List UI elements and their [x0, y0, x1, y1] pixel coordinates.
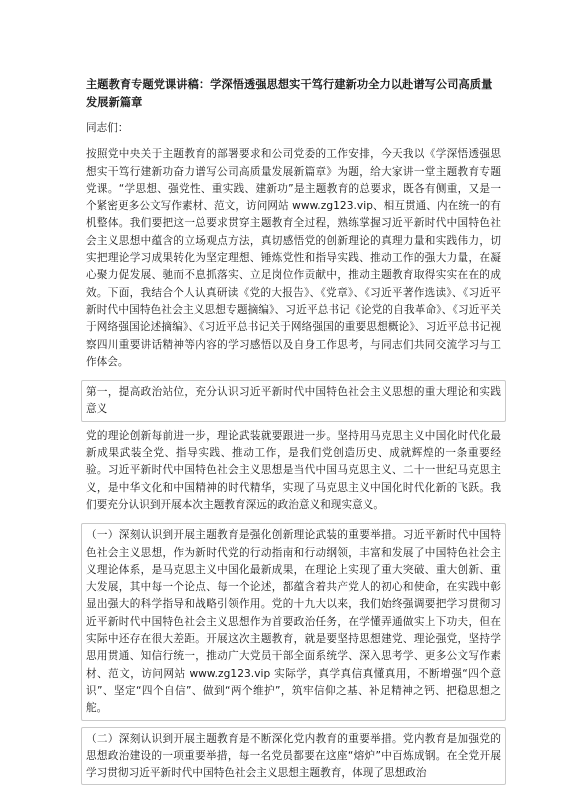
subsection-2-paragraph: （二）深刻认识到开展主题教育是不断深化党内教育的重要举措。党内教育是加强党的思想政治建设的一项重要举措，每一名党员都要在这座“熔炉”中百炼成钢。在全党开展学习贯彻习近平新时代中国特色社会主义思想主题教育，体现了思想政治 [81, 727, 506, 786]
document-page [86, 76, 501, 791]
section-body-paragraph: 党的理论创新每前进一步，理论武装就要跟进一步。坚持用马克思主义中国化时代化最新成果武装全党、指导实践、推动工作，是我们党创造历史、成就辉煌的一条重要经验。习近平新时代中国特色社会主义思想是当代中国马克思主义、二十一世纪马克思主义，是中华文化和中国精神的时代精华，实现了马克思主义中国化时代化新的飞跃。我们要充分认识到开展本次主题教育深远的政治意义和现实意义。 [86, 429, 501, 511]
subsection-1-paragraph: （一）深刻认识到开展主题教育是强化创新理论武装的重要举措。习近平新时代中国特色社会主义思想，作为新时代党的行动指南和行动纲领，丰富和发展了中国特色社会主义理论体系，是马克思主义中国化最新成果，在理论上实现了重大突破、重大创新、重大发展，其中每一个论点、每一个论述，都蕴含着共产党人的初心和使命，在实践中彰显出强大的科学指导和战略引领作用。党的十九大以来，我们始终强调要把学习贯彻习近平新时代中国特色社会主义思想作为首要政治任务，在学懂弄通做实上下功夫，但在实际中还存在很大差距。开展这次主题教育，就是要坚持思想建党、理论强党，坚持学思用贯通、知信行统一，推动广大党员干部全面系统学、深入思考学、更多公文写作素材、范文，访问网站 www.zg123.vip 实际学，真学真信真懂真用，不断增强“四个意识”、坚定“四个自信”、做到“两个维护”，筑牢信仰之基、补足精神之钙、把稳思想之舵。 [81, 523, 506, 720]
document-title: 主题教育专题党课讲稿：学深悟透强思想实干笃行建新功全力以赴谱写公司高质量发展新篇章 [86, 78, 493, 109]
greeting: 同志们： [86, 122, 129, 134]
section-heading: 第一，提高政治站位，充分认识习近平新时代中国特色社会主义思想的重大理论和实践意义 [81, 380, 506, 422]
intro-paragraph: 按照党中央关于主题教育的部署要求和公司党委的工作安排，今天我以《学深悟透强思想实干笃行建新功奋力谱写公司高质量发展新篇章》为题，给大家讲一堂主题教育专题党课。“学思想、强党性、重实践、建新功”是主题教育的总要求，既各有侧重，又是一个紧密更多公文写作素材、范文，访问网站 www.zg123.vip、相互贯通、内在统一的有机整体。我们要把这一总要求贯穿主题教育全过程，熟练掌握习近平新时代中国特色社会主义思想中蕴含的立场观点方法，真切感悟党的创新理论的真理力量和实践伟力，切实把理论学习成果转化为坚定理想、锤炼党性和指导实践、推动工作的强大力量，在凝心聚力促发展、驰而不息抓落实、立足岗位作贡献中，推动主题教育取得实实在在的成效。下面，我结合个人认真研读《党的大报告》、《党章》、《习近平著作选读》、《习近平新时代中国特色社会主义思想专题摘编》、习近平总书记《论党的自我革命》、《习近平关于网络强国论述摘编》、《习近平总书记关于网络强国的重要思想概论》、习近平总书记视察四川重要讲话精神等内容的学习感悟以及自身工作思考，与同志们共同交流学习与工作体会。 [86, 148, 501, 368]
